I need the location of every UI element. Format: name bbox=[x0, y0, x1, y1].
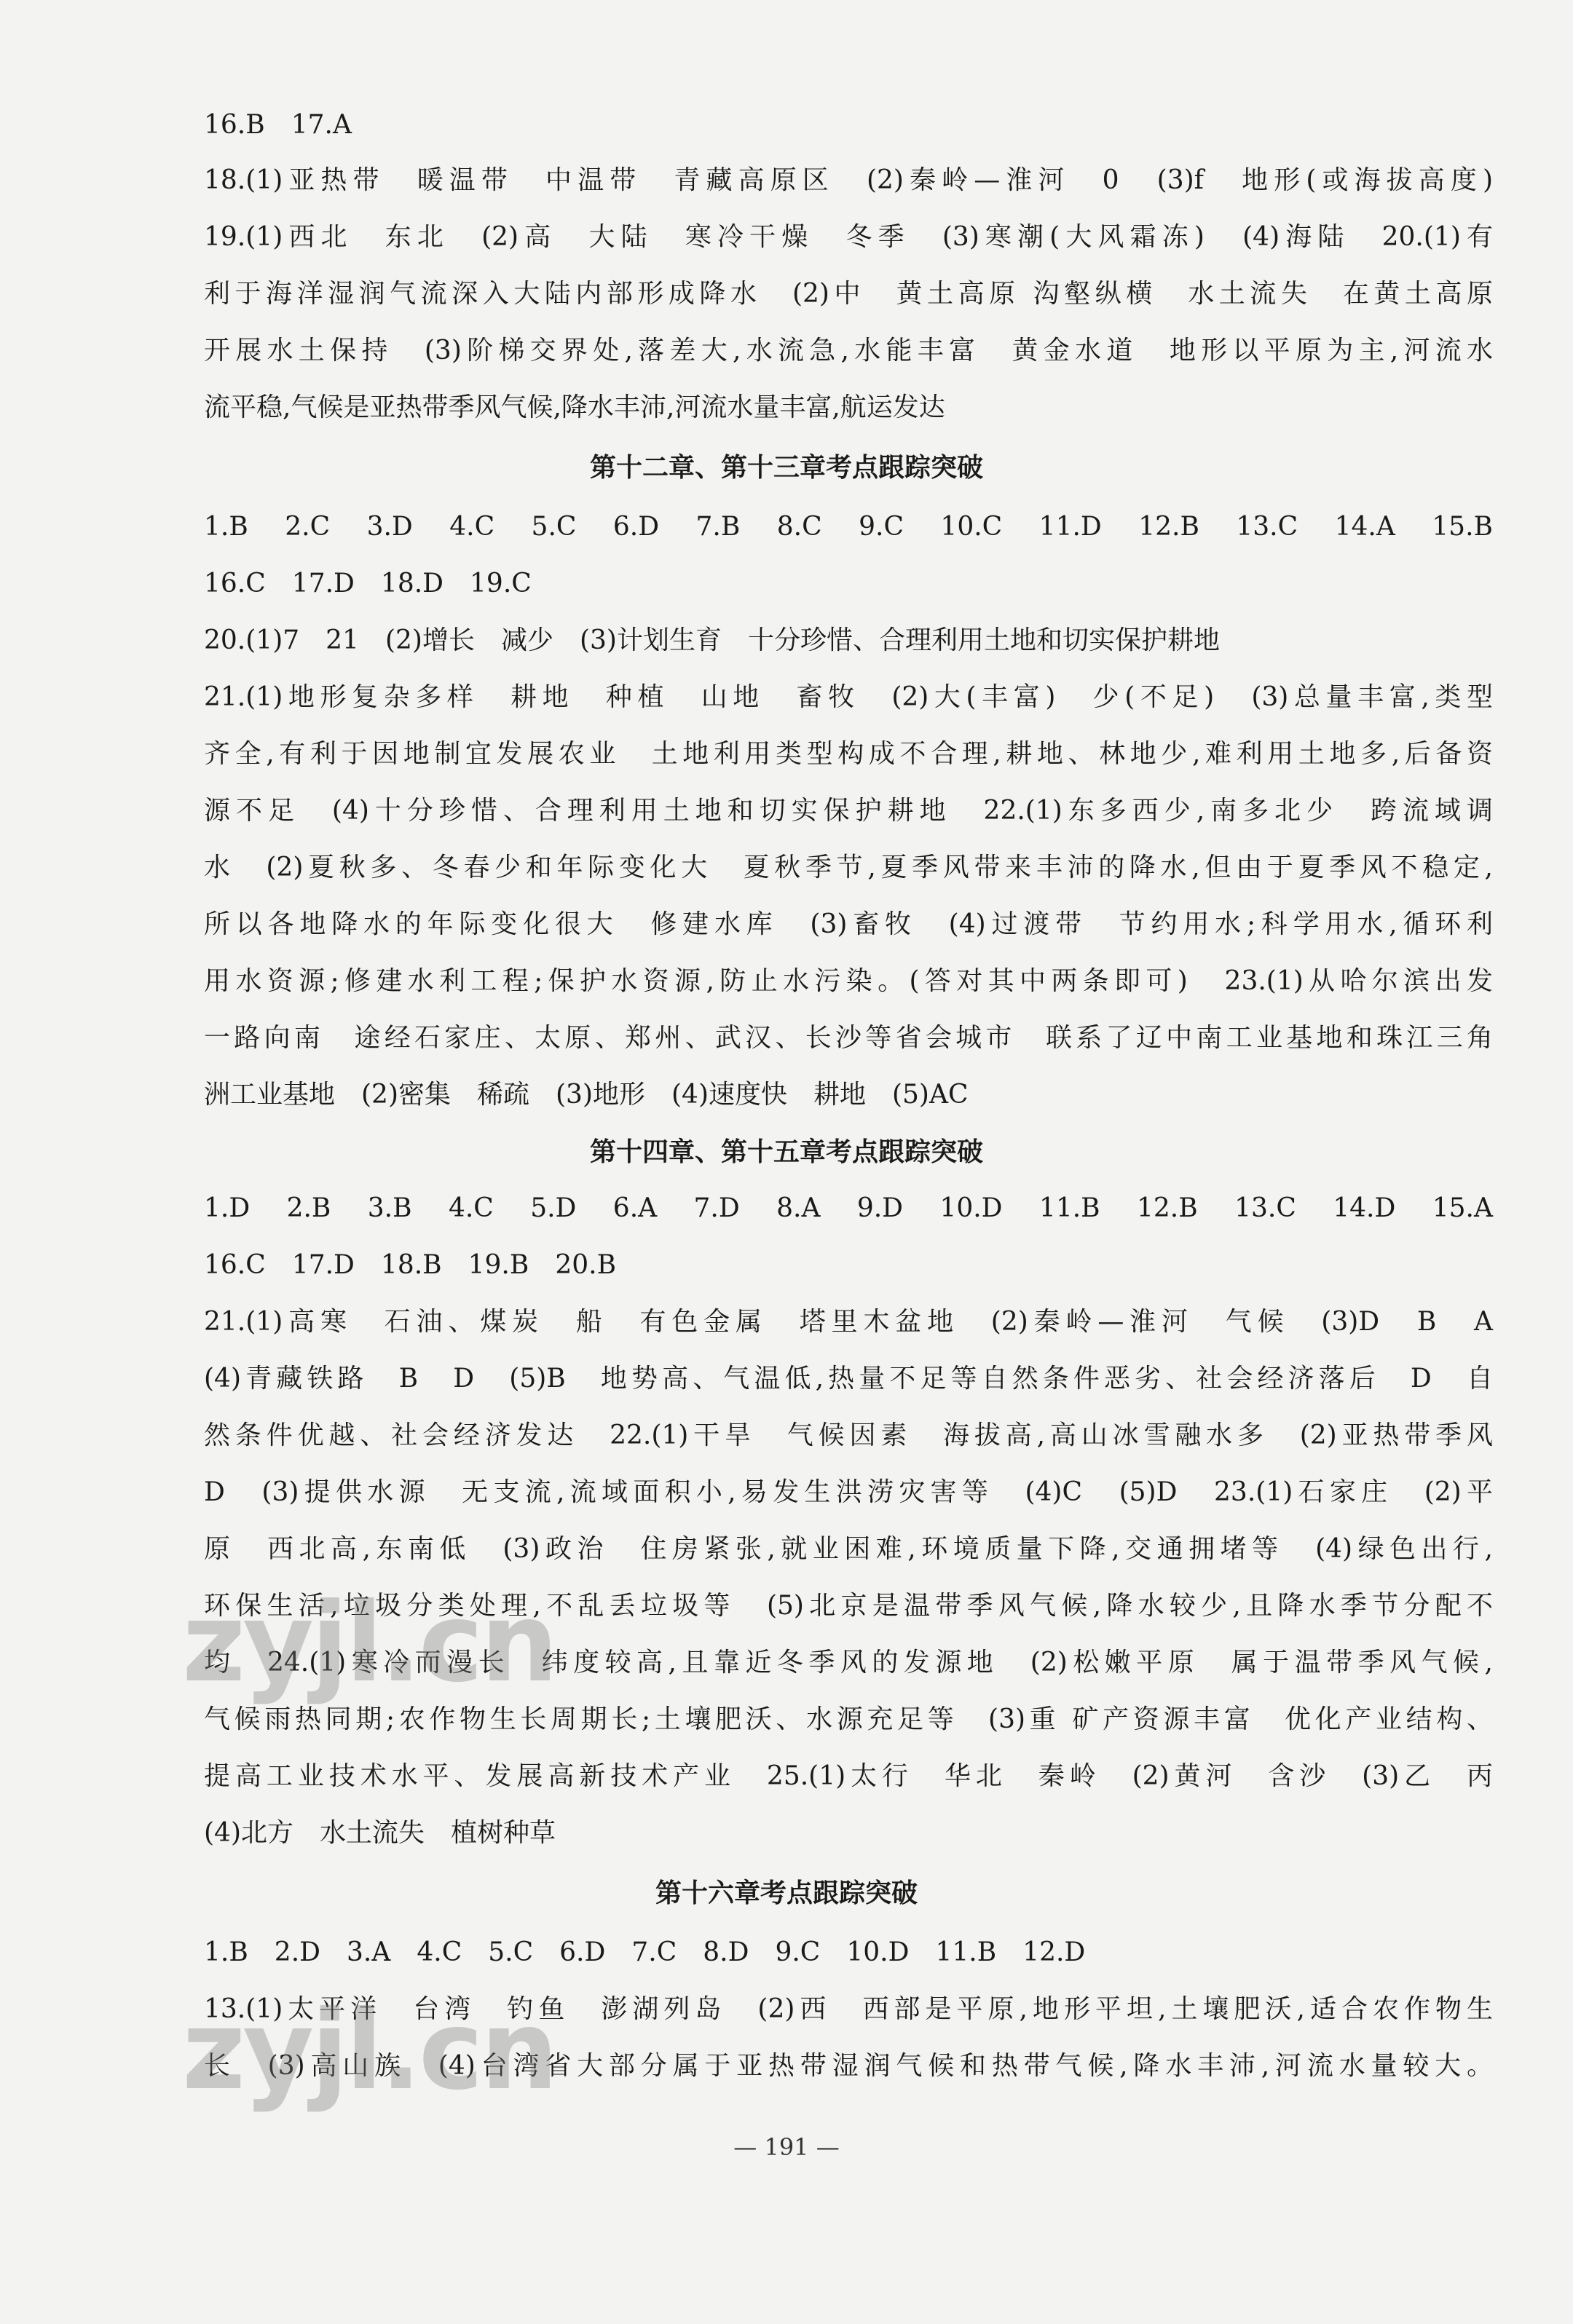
answer-line: (4)北方 水土流失 植树种草 bbox=[204, 1818, 556, 1848]
answer-line: 水 (2)夏秋多、冬春少和年际变化大 夏秋季节,夏季风带来丰沛的降水,但由于夏季风不稳定, bbox=[204, 853, 1493, 882]
answer-line: 环保生活,垃圾分类处理,不乱丢垃圾等 (5)北京是温带季风气候,降水较少,且降水季节分配不 bbox=[204, 1591, 1493, 1621]
section-heading: 第十二章、第十三章考点跟踪突破 bbox=[589, 452, 983, 483]
answer-line: 16.C 17.D 18.D 19.C bbox=[204, 569, 532, 598]
answer-line: D (3)提供水源 无支流,流域面积小,易发生洪涝灾害等 (4)C (5)D 23.(1)石家庄 (2)平 bbox=[204, 1477, 1493, 1507]
answer-line: 16.C 17.D 18.B 19.B 20.B bbox=[204, 1250, 617, 1280]
answer-line: 气候雨热同期;农作物生长周期长;土壤肥沃、水源充足等 (3)重 矿产资源丰富 优化产业结构、 bbox=[204, 1704, 1493, 1734]
answer-line: 均 24.(1)寒冷而漫长 纬度较高,且靠近冬季风的发源地 (2)松嫩平原 属于温带季风气候, bbox=[204, 1648, 1493, 1677]
page-number: — 191 — bbox=[733, 2133, 840, 2161]
answer-line: 21.(1)地形复杂多样 耕地 种植 山地 畜牧 (2)大(丰富) 少(不足) (3)总量丰富,类型 bbox=[204, 682, 1493, 712]
watermark: zyjl.cn bbox=[182, 1580, 556, 1707]
answer-line: 20.(1)7 21 (2)增长 减少 (3)计划生育 十分珍惜、合理利用土地和切实保护耕地 bbox=[204, 625, 1220, 655]
answer-line: 21.(1)高寒 石油、煤炭 船 有色金属 塔里木盆地 (2)秦岭—淮河 气候 (3)D B A bbox=[204, 1307, 1493, 1337]
answer-line: (4)青藏铁路 B D (5)B 地势高、气温低,热量不足等自然条件恶劣、社会经济落后 D 自 bbox=[204, 1364, 1493, 1394]
answer-line: 一路向南 途经石家庄、太原、郑州、武汉、长沙等省会城市 联系了辽中南工业基地和珠江三角 bbox=[204, 1023, 1493, 1053]
answer-line: 然条件优越、社会经济发达 22.(1)干旱 气候因素 海拔高,高山冰雪融水多 (2)亚热带季风 bbox=[204, 1420, 1493, 1450]
answer-line: 开展水土保持 (3)阶梯交界处,落差大,水流急,水能丰富 黄金水道 地形以平原为主,河流水 bbox=[204, 336, 1493, 365]
answer-line: 19.(1)西北 东北 (2)高 大陆 寒冷干燥 冬季 (3)寒潮(大风霜冻) (4)海陆 20.(1)有 bbox=[204, 222, 1493, 252]
answer-line: 利于海洋湿润气流深入大陆内部形成降水 (2)中 黄土高原 沟壑纵横 水土流失 在黄土高原 bbox=[204, 279, 1493, 309]
answer-line: 18.(1)亚热带 暖温带 中温带 青藏高原区 (2)秦岭—淮河 0 (3)f 地形(或海拔高度) bbox=[204, 165, 1493, 195]
answer-line: 1.B 2.C 3.D 4.C 5.C 6.D 7.B 8.C 9.C 10.C 11.D 12.B 13.C 14.A 15.B bbox=[204, 512, 1493, 542]
answer-line: 用水资源;修建水利工程;保护水资源,防止水污染。(答对其中两条即可) 23.(1)从哈尔滨出发 bbox=[204, 966, 1493, 996]
answer-line: 洲工业基地 (2)密集 稀疏 (3)地形 (4)速度快 耕地 (5)AC bbox=[204, 1080, 969, 1110]
answer-line: 16.B 17.A bbox=[204, 110, 352, 140]
answer-line: 齐全,有利于因地制宜发展农业 土地利用类型构成不合理,耕地、林地少,难利用土地多,后备资 bbox=[204, 739, 1493, 769]
answer-line: 所以各地降水的年际变化很大 修建水库 (3)畜牧 (4)过渡带 节约用水;科学用水,循环利 bbox=[204, 909, 1493, 939]
answer-line: 13.(1)太平洋 台湾 钓鱼 澎湖列岛 (2)西 西部是平原,地形平坦,土壤肥沃,适合农作物生 bbox=[204, 1994, 1493, 2024]
section-heading: 第十四章、第十五章考点跟踪突破 bbox=[589, 1137, 983, 1167]
answer-line: 流平稳,气候是亚热带季风气候,降水丰沛,河流水量丰富,航运发达 bbox=[204, 392, 945, 422]
answer-line: 1.B 2.D 3.A 4.C 5.C 6.D 7.C 8.D 9.C 10.D 11.B 12.D bbox=[204, 1937, 1086, 1967]
answer-line: 提高工业技术水平、发展高新技术产业 25.(1)太行 华北 秦岭 (2)黄河 含沙 (3)乙 丙 bbox=[204, 1761, 1493, 1791]
answer-line: 长 (3)高山族 (4)台湾省大部分属于亚热带湿润气候和热带气候,降水丰沛,河流水量较大。 bbox=[204, 2051, 1493, 2081]
answer-line: 原 西北高,东南低 (3)政治 住房紧张,就业困难,环境质量下降,交通拥堵等 (4)绿色出行, bbox=[204, 1534, 1493, 1564]
section-heading: 第十六章考点跟踪突破 bbox=[655, 1878, 918, 1908]
answer-line: 源不足 (4)十分珍惜、合理利用土地和切实保护耕地 22.(1)东多西少,南多北少 跨流域调 bbox=[204, 796, 1493, 826]
answer-line: 1.D 2.B 3.B 4.C 5.D 6.A 7.D 8.A 9.D 10.D 11.B 12.B 13.C 14.D 15.A bbox=[204, 1193, 1493, 1223]
watermark: zyjl.cn bbox=[182, 1988, 556, 2114]
